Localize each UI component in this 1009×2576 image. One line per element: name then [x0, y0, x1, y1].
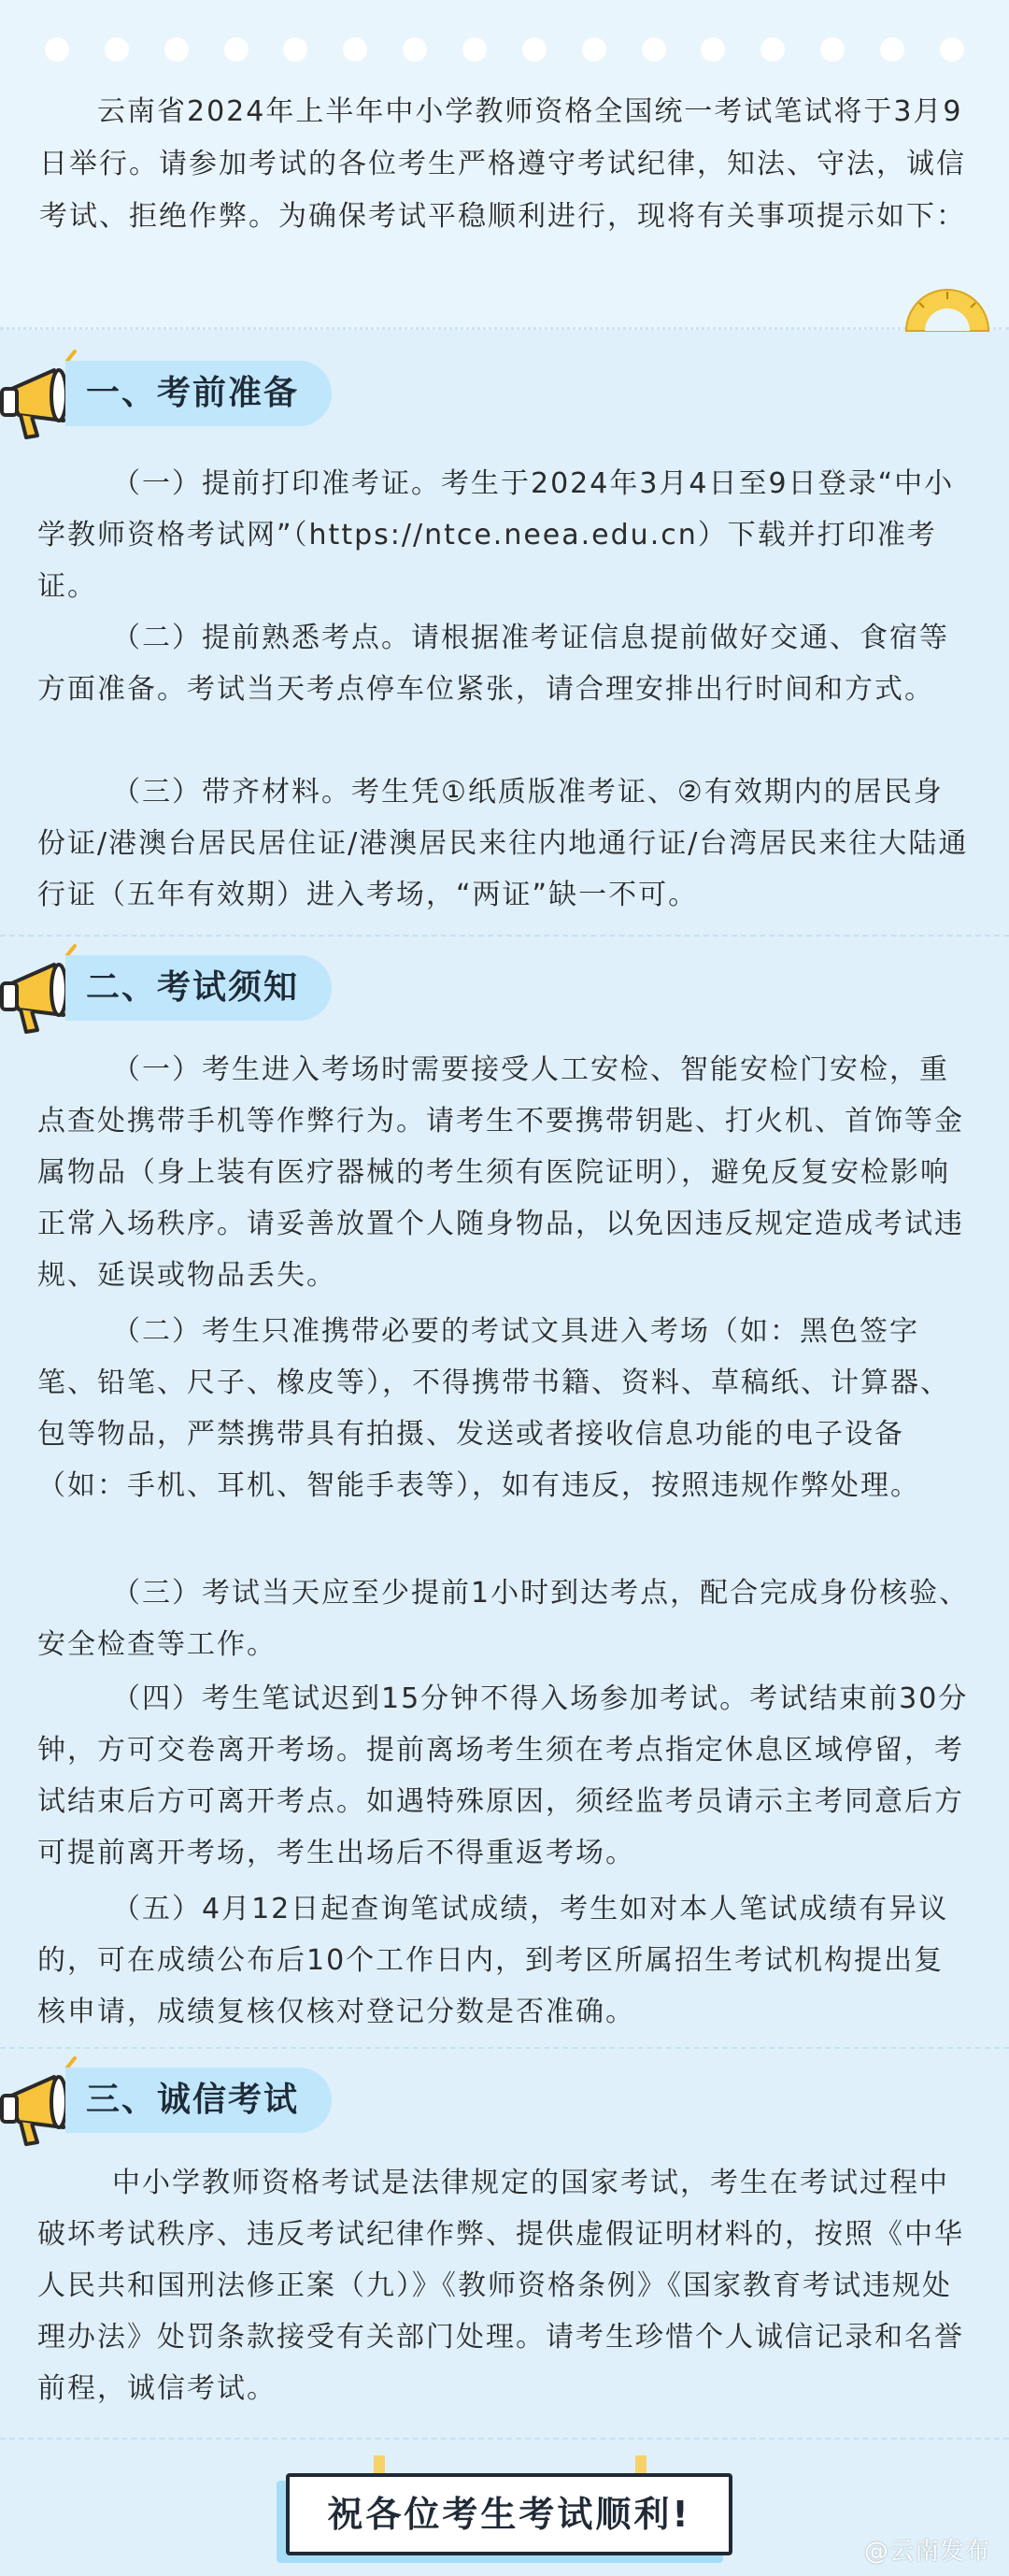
section-title-2: 二、考试须知 — [65, 955, 332, 1021]
section2-paragraph-3: （三）考试当天应至少提前1小时到达考点，配合完成身份核验、安全检查等工作。 — [37, 1577, 970, 1661]
section1-paragraph-2: （二）提前熟悉考点。请根据准考证信息提前做好交通、食宿等方面准备。考试当天考点停车位紧张，请合理安排出行时间和方式。 — [37, 622, 949, 706]
section3-paragraph-1: 中小学教师资格考试是法律规定的国家考试，考生在考试过程中破坏考试秩序、违反考试纪律作弊、提供虚假证明材料的，按照《中华人民共和国刑法修正案（九）》《教师资格条例》《国家教育考试违规处理办法》处罚条款接受有关部门处理。请考生珍惜个人诚信记录和名誉前程，诚信考试。 — [37, 2167, 964, 2405]
section-divider — [0, 2438, 1009, 2440]
section-title-3: 三、诚信考试 — [65, 2068, 332, 2133]
section-divider — [0, 935, 1009, 937]
section2-paragraph-1: （一）考生进入考场时需要接受人工安检、智能安检门安检，重点查处携带手机等作弊行为。请考生不要携带钥匙、打火机、首饰等金属物品（身上装有医疗器械的考生须有医院证明），避免反复安检影响正常入场秩序。请妥善放置个人随身物品，以免因违反规定造成考试违规、延误或物品丢失。 — [37, 1053, 964, 1292]
section1-paragraph-3: （三）带齐材料。考生凭①纸质版准考证、②有效期内的居民身份证/港澳台居民居住证/港澳居民来往内地通行证/台湾居民来往大陆通行证（五年有效期）进入考场，“两证”缺一不可。 — [37, 776, 969, 911]
section2-paragraph-4: （四）考生笔试迟到15分钟不得入场参加考试。考试结束前30分钟，方可交卷离开考场。提前离场考生须在考点指定休息区域停留，考试结束后方可离开考点。如遇特殊原因，须经监考员请示主考同意后方可提前离开考场，考生出场后不得重返考场。 — [37, 1682, 969, 1869]
section2-paragraph-5: （五）4月12日起查询笔试成绩，考生如对本人笔试成绩有异议的，可在成绩公布后10个工作日内，到考区所属招生考试机构提出复核申请，成绩复核仅核对登记分数是否准确。 — [37, 1893, 949, 2028]
intro-card — [0, 0, 1009, 330]
footer-slogan: 祝各位考生考试顺利! — [286, 2473, 732, 2555]
section-header-2 — [0, 942, 355, 1039]
notebook-holes — [45, 37, 964, 62]
protractor-icon — [902, 288, 992, 333]
section-title-1: 一、考前准备 — [65, 361, 332, 426]
intro-paragraph: 云南省2024年上半年中小学教师资格全国统一考试笔试将于3月9日举行。请参加考试的各位考生严格遵守考试纪律，知法、守法，诚信考试、拒绝作弊。为确保考试平稳顺利进行，现将有关事项提示如下： — [39, 95, 966, 233]
section-divider — [0, 2047, 1009, 2049]
section2-paragraph-2: （二）考生只准携带必要的考试文具进入考场（如：黑色签字笔、铅笔、尺子、橡皮等），不得携带书籍、资料、草稿纸、计算器、包等物品，严禁携带具有拍摄、发送或者接收信息功能的电子设备（如：手机、耳机、智能手表等），如有违反，按照违规作弊处理。 — [37, 1315, 950, 1502]
watermark: @云南发布 — [863, 2538, 990, 2566]
section1-paragraph-1: （一）提前打印准考证。考生于2024年3月4日至9日登录“中小学教师资格考试网”（https://ntce.neea.edu.cn）下载并打印准考证。 — [37, 467, 955, 603]
section-header-3 — [0, 2054, 355, 2152]
section-header-1 — [0, 348, 355, 445]
